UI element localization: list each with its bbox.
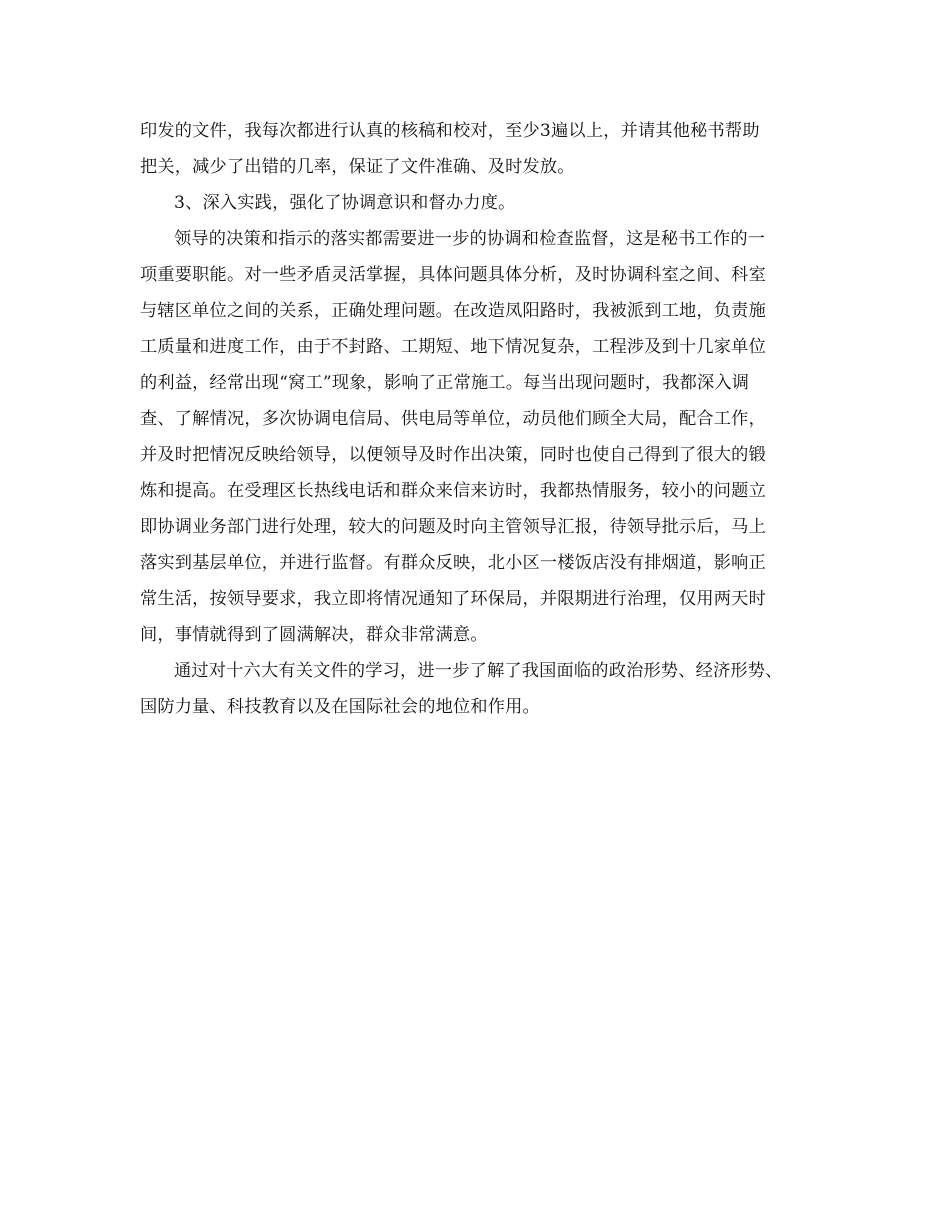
text-line: 项重要职能。对一些矛盾灵活掌握，具体问题具体分析，及时协调科室之间、科室 [140, 265, 766, 285]
text-line: 炼和提高。在受理区长热线电话和群众来信来访时，我都热情服务，较小的问题立 [140, 481, 766, 501]
text-line: 的利益，经常出现“窝工”现象，影响了正常施工。每当出现问题时，我都深入调 [140, 373, 750, 393]
document-body [140, 113, 830, 725]
text-line: 国防力量、科技教育以及在国际社会的地位和作用。 [140, 697, 540, 717]
text-line: 常生活，按领导要求，我立即将情况通知了环保局，并限期进行治理，仅用两天时 [140, 589, 766, 609]
text-line: 通过对十六大有关文件的学习，进一步了解了我国面临的政治形势、经济形势、 [174, 661, 783, 681]
text-line: 印发的文件，我每次都进行认真的核稿和校对，至少3遍以上，并请其他秘书帮助 [140, 121, 760, 141]
text-line: 即协调业务部门进行处理，较大的问题及时向主管领导汇报，待领导批示后，马上 [140, 517, 766, 537]
text-line: 查、了解情况，多次协调电信局、供电局等单位，动员他们顾全大局，配合工作， [140, 409, 766, 429]
text-line: 领导的决策和指示的落实都需要进一步的协调和检查监督，这是秘书工作的一 [174, 229, 766, 249]
text-line: 把关，减少了出错的几率，保证了文件准确、及时发放。 [140, 157, 575, 177]
section-heading: 3、深入实践，强化了协调意识和督办力度。 [174, 193, 516, 213]
text-line: 间，事情就得到了圆满解决，群众非常满意。 [140, 625, 488, 645]
text-line: 与辖区单位之间的关系，正确处理问题。在改造凤阳路时，我被派到工地，负责施 [140, 301, 766, 321]
text-line: 工质量和进度工作，由于不封路、工期短、地下情况复杂，工程涉及到十几家单位 [140, 337, 766, 357]
text-line: 落实到基层单位，并进行监督。有群众反映，北小区一楼饭店没有排烟道，影响正 [140, 553, 766, 573]
text-line: 并及时把情况反映给领导，以便领导及时作出决策，同时也使自己得到了很大的锻 [140, 445, 766, 465]
